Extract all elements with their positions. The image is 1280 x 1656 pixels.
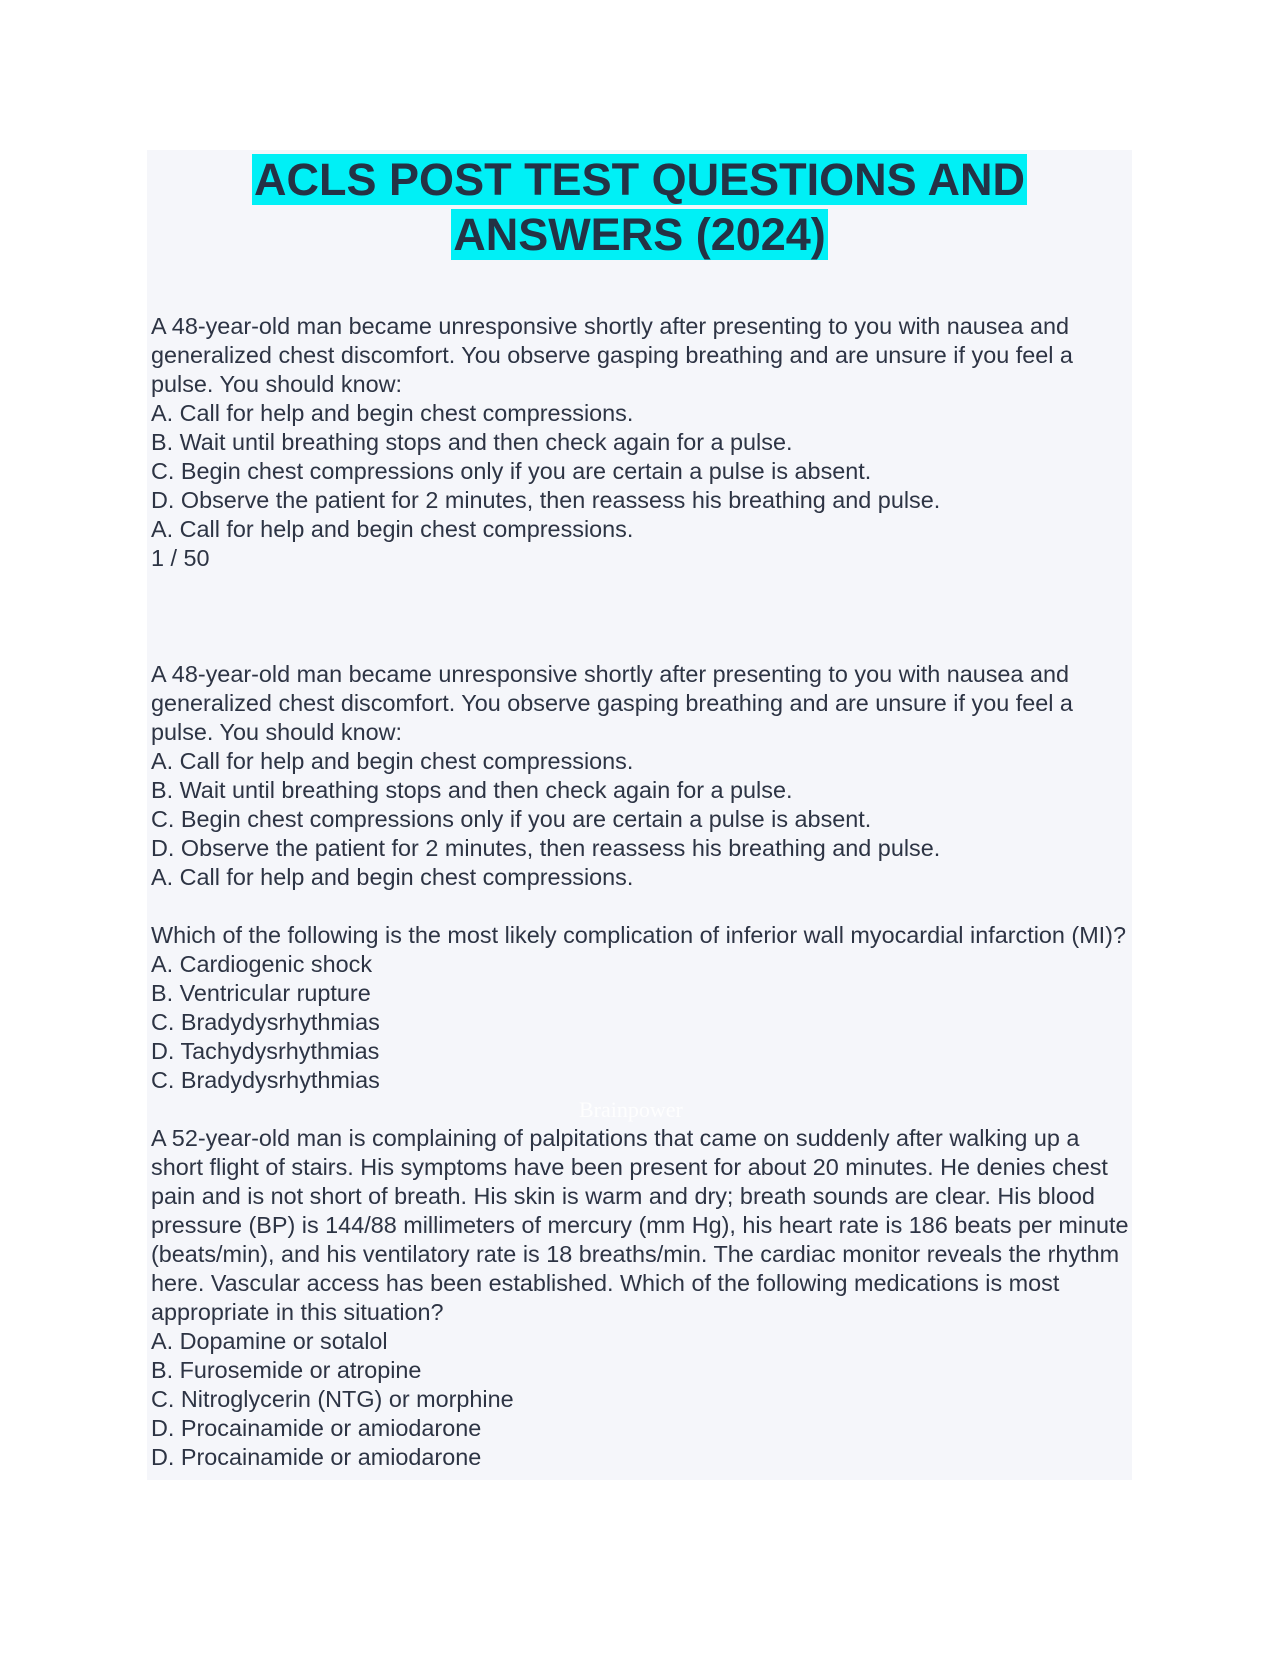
option-c: C. Bradydysrhythmias	[151, 1009, 380, 1035]
question-block-2	[151, 660, 1131, 892]
option-a: A. Call for help and begin chest compressions.	[151, 748, 634, 774]
option-d: D. Observe the patient for 2 minutes, then reassess his breathing and pulse.	[151, 487, 941, 513]
option-c: C. Begin chest compressions only if you are certain a pulse is absent.	[151, 458, 872, 484]
document-panel	[147, 150, 1132, 1480]
question-stem: A 48-year-old man became unresponsive shortly after presenting to you with nausea and generalized chest discomfort. You observe gasping breathing and are unsure if you feel a pulse. You should know:	[151, 661, 1073, 745]
option-b: B. Ventricular rupture	[151, 980, 371, 1006]
option-a: A. Dopamine or sotalol	[151, 1328, 388, 1354]
question-block-4	[151, 1124, 1131, 1472]
watermark-text: Brainpower	[579, 1097, 683, 1122]
option-d: D. Procainamide or amiodarone	[151, 1415, 482, 1441]
question-block-1	[151, 312, 1131, 573]
document-title	[147, 150, 1132, 262]
answer: A. Call for help and begin chest compressions.	[151, 516, 634, 542]
option-d: D. Tachydysrhythmias	[151, 1038, 380, 1064]
answer: A. Call for help and begin chest compressions.	[151, 864, 634, 890]
question-stem: Which of the following is the most likely complication of inferior wall myocardial infarction (MI)?	[151, 922, 1126, 948]
option-a: A. Call for help and begin chest compressions.	[151, 400, 634, 426]
question-stem: A 52-year-old man is complaining of palpitations that came on suddenly after walking up a short flight of stairs. His symptoms have been present for about 20 minutes. He denies chest pain and is not short of breath. His skin is warm and dry; breath sounds are clear. His blood pressure (BP) is 144/88 millimeters of mercury (mm Hg), his heart rate is 186 beats per minute (beats/min), and his ventilatory rate is 18 breaths/min. The cardiac monitor reveals the rhythm here. Vascular access has been established. Which of the following medications is most appropriate in this situation?	[151, 1125, 1129, 1325]
document-content	[151, 312, 1131, 1472]
option-a: A. Cardiogenic shock	[151, 951, 373, 977]
question-stem: A 48-year-old man became unresponsive shortly after presenting to you with nausea and generalized chest discomfort. You observe gasping breathing and are unsure if you feel a pulse. You should know:	[151, 313, 1073, 397]
page-counter: 1 / 50	[151, 545, 210, 571]
option-b: B. Furosemide or atropine	[151, 1357, 422, 1383]
option-d: D. Observe the patient for 2 minutes, then reassess his breathing and pulse.	[151, 835, 941, 861]
title-line-2: ANSWERS (2024)	[453, 209, 826, 260]
title-line-1: ACLS POST TEST QUESTIONS AND	[254, 154, 1025, 205]
option-b: B. Wait until breathing stops and then check again for a pulse.	[151, 777, 793, 803]
option-c: C. Nitroglycerin (NTG) or morphine	[151, 1386, 514, 1412]
option-b: B. Wait until breathing stops and then check again for a pulse.	[151, 429, 793, 455]
option-c: C. Begin chest compressions only if you are certain a pulse is absent.	[151, 806, 872, 832]
answer: C. Bradydysrhythmias	[151, 1067, 380, 1093]
question-block-3	[151, 921, 1131, 1095]
answer: D. Procainamide or amiodarone	[151, 1444, 482, 1470]
